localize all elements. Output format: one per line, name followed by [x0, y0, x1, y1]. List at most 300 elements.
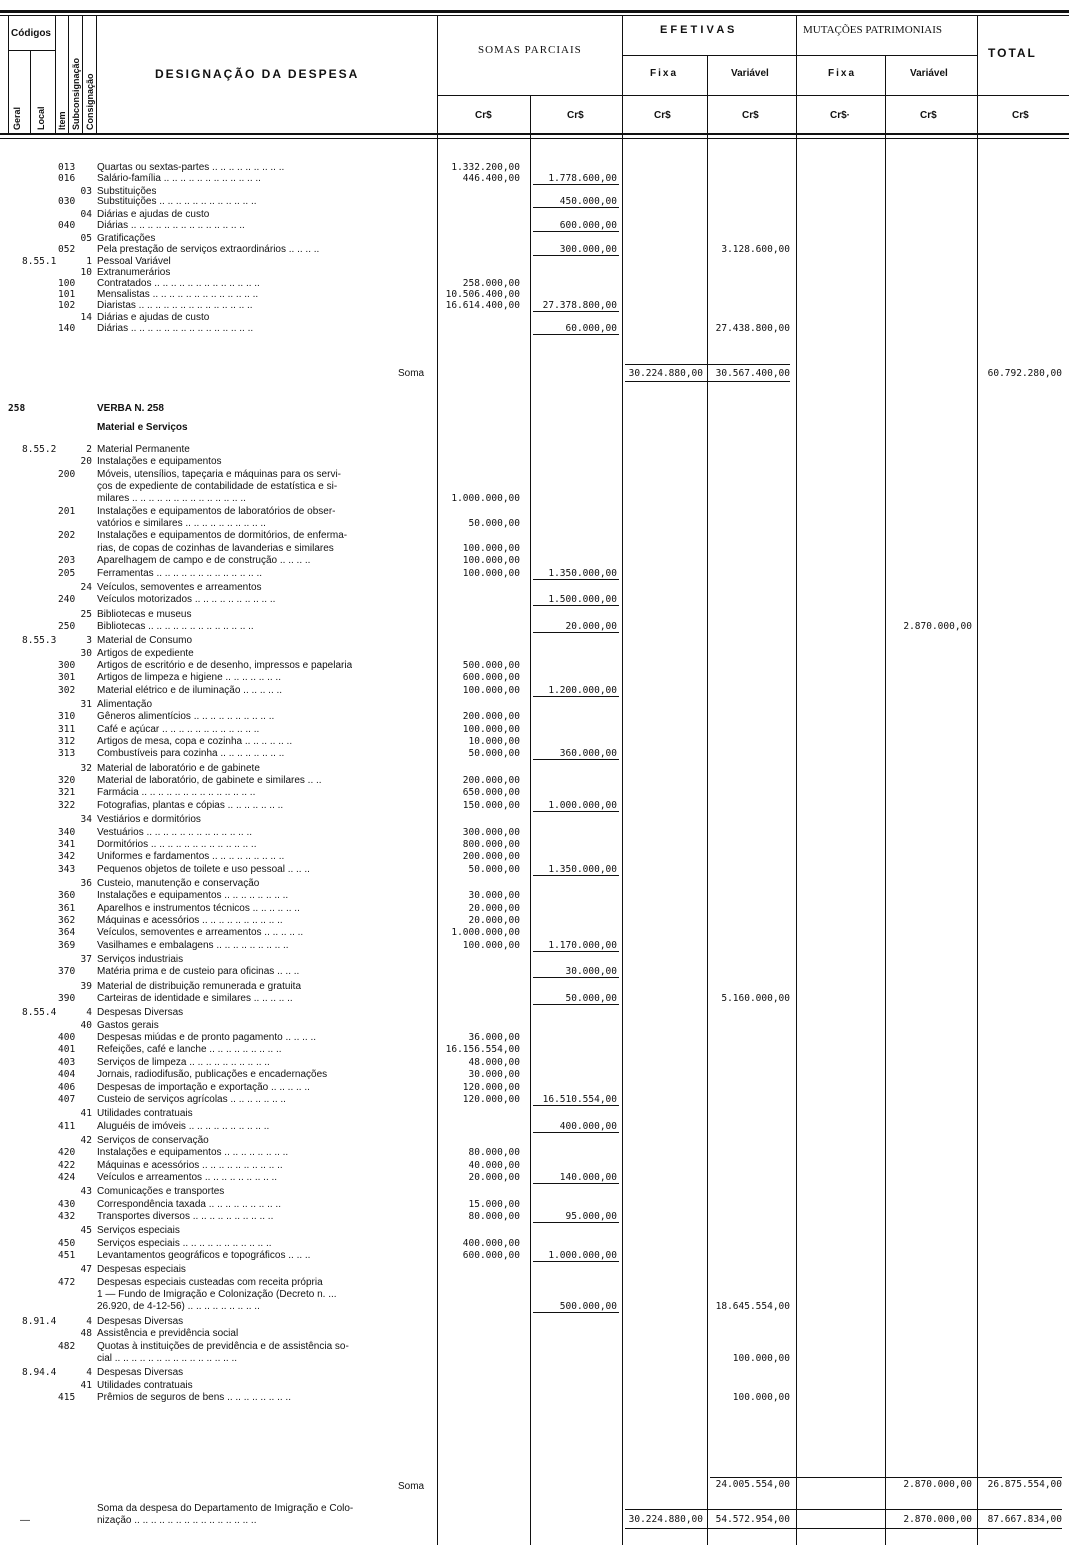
- row-description: Instalações e equipamentos .. .. .. .. .. .. .. ..: [97, 1147, 289, 1159]
- row-description: Material elétrico e de iluminação .. .. .. .. ..: [97, 684, 283, 696]
- row-code: 364: [58, 927, 76, 939]
- row-description: Despesas Diversas: [97, 1007, 184, 1019]
- soma2-mutacao-variavel: 2.870.000,00: [903, 1479, 972, 1490]
- final-dash: —: [20, 1515, 30, 1526]
- row-partial-2: 1.350.000,00: [548, 863, 617, 875]
- row-subcode: 4: [86, 1007, 92, 1019]
- row-description: Despesas especiais: [97, 1264, 186, 1276]
- row-description: Despesas miúdas e de pronto pagamento .. .. .. ..: [97, 1032, 317, 1044]
- row-description: Serviços de limpeza .. .. .. .. .. .. .. .. .. ..: [97, 1056, 270, 1068]
- row-partial-2: 16.510.554,00: [542, 1093, 617, 1105]
- row-code: 369: [58, 939, 76, 951]
- row-description: Fotografias, plantas e cópias .. .. .. .. .. .. ..: [97, 799, 284, 811]
- row-partial-1: 100.000,00: [462, 555, 520, 567]
- soma-rule-bottom: [625, 381, 790, 382]
- row-partial-1: 258.000,00: [462, 278, 520, 289]
- row-description: Comunicações e transportes: [97, 1186, 225, 1198]
- final-mutacao-variavel: 2.870.000,00: [903, 1514, 972, 1525]
- row-subcode: 4: [86, 1367, 92, 1379]
- row-description: Despesas de importação e exportação .. .. .. .. ..: [97, 1081, 310, 1093]
- row-code: 312: [58, 736, 76, 748]
- row-description: Instalações e equipamentos de laboratórios de obser-: [97, 505, 336, 517]
- row-partial-1: 100.000,00: [462, 939, 520, 951]
- row-description: Utilidades contratuais: [97, 1108, 193, 1120]
- row-code: 100: [58, 278, 76, 289]
- consignacao-header: Consignação: [85, 73, 95, 130]
- row-description: Material de laboratório, de gabinete e similares .. ..: [97, 775, 322, 787]
- currency-label: Cr$: [1012, 110, 1029, 121]
- row-subcode: 31: [80, 699, 92, 710]
- units-rule: [437, 95, 1069, 96]
- row-code: 101: [58, 288, 76, 300]
- col-sep: [530, 95, 531, 1545]
- row-description: Transportes diversos .. .. .. .. .. .. .. .. .. ..: [97, 1211, 274, 1222]
- row-partial-2: 400.000,00: [559, 1120, 617, 1132]
- row-partial-2: 500.000,00: [559, 1301, 617, 1313]
- row-description: Pela prestação de serviços extraordinários .. .. .. ..: [97, 243, 320, 255]
- row-code: 361: [58, 902, 76, 914]
- subtotal-rule: [533, 184, 619, 185]
- row-code: 013: [58, 162, 76, 173]
- row-partial-1: 1.000.000,00: [451, 927, 520, 939]
- subtotal-rule: [533, 1222, 619, 1223]
- row-subcode: 10: [80, 267, 92, 279]
- row-description: Artigos de escritório e de desenho, impressos e papelaria: [97, 659, 353, 671]
- row-partial-1: 200.000,00: [462, 775, 520, 787]
- final-rule: [625, 1509, 1062, 1510]
- col-sep: [8, 15, 9, 135]
- row-partial-1: 30.000,00: [468, 890, 520, 902]
- row-efetiva-variavel: 5.160.000,00: [721, 993, 790, 1005]
- row-partial-2: 60.000,00: [565, 323, 617, 335]
- subtotal-rule: [533, 579, 619, 580]
- row-description: Mensalistas .. .. .. .. .. .. .. .. .. .. .. .. ..: [97, 288, 259, 300]
- row-code: 310: [58, 711, 76, 723]
- row-code: 406: [58, 1081, 76, 1093]
- row-partial-1: 400.000,00: [462, 1237, 520, 1249]
- row-description: 1 — Fundo de Imigração e Colonização (Decreto n. ...: [97, 1289, 337, 1301]
- verba-code: 258: [8, 403, 26, 414]
- row-code: 400: [58, 1032, 76, 1044]
- subtotal-rule: [533, 696, 619, 697]
- row-partial-2: 30.000,00: [565, 966, 617, 978]
- row-partial-1: 650.000,00: [462, 787, 520, 799]
- row-code: 8.55.2: [22, 444, 57, 455]
- row-description: Café e açúcar .. .. .. .. .. .. .. .. .. .. .. ..: [97, 723, 260, 735]
- row-partial-1: 120.000,00: [462, 1093, 520, 1105]
- row-partial-1: 446.400,00: [462, 172, 520, 184]
- row-description: Material de Consumo: [97, 635, 193, 647]
- row-code: 240: [58, 594, 76, 606]
- row-description: Vestiários e dormitórios: [97, 814, 201, 826]
- row-code: 250: [58, 620, 76, 632]
- subtotal-rule: [533, 605, 619, 606]
- soma2-label: Soma: [398, 1481, 425, 1492]
- row-partial-2: 300.000,00: [559, 243, 617, 255]
- row-description: Pequenos objetos de toilete e uso pessoal .. .. ..: [97, 863, 310, 875]
- header-bottom-rule-2: [0, 138, 1069, 139]
- row-partial-1: 10.506.400,00: [445, 288, 520, 300]
- mutacoes-variavel-header: Variável: [910, 68, 948, 79]
- row-subcode: 32: [80, 762, 92, 774]
- row-partial-2: 600.000,00: [559, 220, 617, 231]
- row-mutacao-variavel: 2.870.000,00: [903, 620, 972, 632]
- row-subcode: 45: [80, 1225, 92, 1237]
- row-partial-1: 1.000.000,00: [451, 493, 520, 505]
- row-subcode: 03: [80, 185, 92, 197]
- currency-label: Cr$: [920, 110, 937, 121]
- row-description: Prêmios de seguros de bens .. .. .. .. .. .. .. ..: [97, 1391, 291, 1403]
- row-description: Jornais, radiodifusão, publicações e encadernações: [97, 1069, 328, 1081]
- row-description: Veículos, semoventes e arreamentos .. .. .. .. ..: [97, 927, 304, 939]
- row-code: 340: [58, 826, 76, 838]
- row-description: Bibliotecas e museus: [97, 608, 192, 620]
- soma-total: 60.792.280,00: [987, 368, 1062, 379]
- row-subcode: 25: [80, 608, 92, 620]
- efetivas-fixa-header: Fixa: [650, 68, 679, 79]
- row-partial-2: 1.200.000,00: [548, 684, 617, 696]
- row-description: Gêneros alimentícios .. .. .. .. .. .. .. .. .. ..: [97, 711, 275, 723]
- row-efetiva-variavel: 18.645.554,00: [715, 1301, 790, 1313]
- row-description: Serviços especiais .. .. .. .. .. .. .. .. .. .. ..: [97, 1237, 272, 1249]
- row-partial-1: 120.000,00: [462, 1081, 520, 1093]
- row-partial-1: 80.000,00: [468, 1147, 520, 1159]
- col-sep: [885, 55, 886, 1545]
- subtotal-rule: [533, 977, 619, 978]
- final-total: 87.667.834,00: [987, 1514, 1062, 1525]
- row-code: 450: [58, 1237, 76, 1249]
- row-code: 201: [58, 505, 76, 517]
- subtotal-rule: [533, 334, 619, 335]
- subtotal-rule: [533, 632, 619, 633]
- soma2-total: 26.875.554,00: [987, 1479, 1062, 1490]
- subconsignacao-header: Subconsignação: [71, 57, 81, 130]
- row-code: 411: [58, 1120, 76, 1132]
- row-code: 030: [58, 196, 76, 208]
- col-sep: [977, 15, 978, 1545]
- efetivas-rule: [622, 55, 977, 56]
- subtotal-rule: [533, 1183, 619, 1184]
- row-description: Diárias e ajudas de custo: [97, 312, 210, 324]
- row-description: Quotas à instituições de previdência e de assistência so-: [97, 1340, 349, 1352]
- row-description: Veículos, semoventes e arreamentos: [97, 581, 262, 593]
- row-partial-1: 100.000,00: [462, 684, 520, 696]
- col-sep: [68, 15, 69, 135]
- row-partial-1: 80.000,00: [468, 1211, 520, 1222]
- row-description: Material de distribuição remunerada e gratuita: [97, 980, 301, 992]
- row-description: Salário-família .. .. .. .. .. .. .. .. .. .. .. ..: [97, 172, 261, 184]
- row-partial-1: 600.000,00: [462, 1250, 520, 1262]
- row-partial-1: 100.000,00: [462, 723, 520, 735]
- row-description: Matéria prima e de custeio para oficinas .. .. ..: [97, 966, 300, 978]
- row-partial-1: 500.000,00: [462, 659, 520, 671]
- subtotal-rule: [533, 1312, 619, 1313]
- currency-label: Cr$: [654, 110, 671, 121]
- row-description: Correspondência taxada .. .. .. .. .. .. .. .. ..: [97, 1198, 281, 1210]
- row-subcode: 41: [80, 1379, 92, 1391]
- item-header: Item: [57, 111, 67, 130]
- row-code: 407: [58, 1093, 76, 1105]
- row-partial-1: 20.000,00: [468, 1171, 520, 1183]
- row-subcode: 43: [80, 1186, 92, 1198]
- row-description: Despesas Diversas: [97, 1367, 184, 1379]
- row-description: Contratados .. .. .. .. .. .. .. .. .. .. .. .. ..: [97, 278, 260, 289]
- row-subcode: 1: [86, 256, 92, 268]
- row-partial-2: 1.000.000,00: [548, 799, 617, 811]
- row-partial-2: 1.000.000,00: [548, 1250, 617, 1262]
- row-code: 8.55.1: [22, 256, 57, 268]
- row-description: Custeio, manutenção e conservação: [97, 877, 260, 889]
- subtotal-rule: [533, 875, 619, 876]
- row-description: Gratificações: [97, 232, 156, 244]
- row-partial-2: 1.500.000,00: [548, 594, 617, 606]
- row-code: 430: [58, 1198, 76, 1210]
- row-description: Farmácia .. .. .. .. .. .. .. .. .. .. .. .. .. ..: [97, 787, 256, 799]
- row-partial-1: 50.000,00: [468, 863, 520, 875]
- row-efetiva-variavel: 27.438.800,00: [715, 323, 790, 335]
- row-partial-1: 36.000,00: [468, 1032, 520, 1044]
- row-description: Vestuários .. .. .. .. .. .. .. .. .. .. .. .. ..: [97, 826, 253, 838]
- row-partial-1: 1.332.200,00: [451, 162, 520, 173]
- row-description: milares .. .. .. .. .. .. .. .. .. .. .. .. .. ..: [97, 493, 246, 505]
- row-description: Material Permanente: [97, 444, 190, 455]
- row-code: 311: [58, 723, 76, 735]
- row-subcode: 36: [80, 877, 92, 889]
- row-code: 360: [58, 890, 76, 902]
- row-partial-2: 360.000,00: [559, 748, 617, 760]
- row-description: Instalações e equipamentos .. .. .. .. .. .. .. ..: [97, 890, 289, 902]
- row-code: 302: [58, 684, 76, 696]
- row-partial-2: 50.000,00: [565, 993, 617, 1005]
- row-code: 313: [58, 748, 76, 760]
- row-subcode: 30: [80, 647, 92, 659]
- row-partial-1: 200.000,00: [462, 711, 520, 723]
- row-subcode: 34: [80, 814, 92, 826]
- final-rule-bottom: [625, 1528, 1062, 1529]
- row-description: Diárias e ajudas de custo: [97, 209, 210, 221]
- row-partial-2: 20.000,00: [565, 620, 617, 632]
- subtotal-rule: [533, 811, 619, 812]
- row-partial-2: 95.000,00: [565, 1211, 617, 1222]
- row-partial-1: 20.000,00: [468, 902, 520, 914]
- verba-subtitle: Material e Serviços: [97, 422, 188, 433]
- row-code: 102: [58, 299, 76, 311]
- row-subcode: 04: [80, 209, 92, 221]
- codigos-header: Códigos: [11, 28, 51, 39]
- subtotal-rule: [533, 1004, 619, 1005]
- row-subcode: 4: [86, 1315, 92, 1327]
- row-efetiva-variavel: 100.000,00: [732, 1391, 790, 1403]
- row-description: Diárias .. .. .. .. .. .. .. .. .. .. .. .. .. .. ..: [97, 323, 254, 335]
- row-code: 301: [58, 672, 76, 684]
- row-description: Serviços especiais: [97, 1225, 180, 1237]
- final-efetiva-fixa: 30.224.880,00: [628, 1514, 703, 1525]
- row-code: 472: [58, 1276, 76, 1288]
- row-partial-1: 40.000,00: [468, 1159, 520, 1171]
- row-description: Veículos motorizados .. .. .. .. .. .. .. .. .. ..: [97, 594, 276, 606]
- row-description: ços de expediente de contabilidade de estatística e si-: [97, 481, 338, 493]
- row-description: Despesas especiais custeadas com receita própria: [97, 1276, 323, 1288]
- subtotal-rule: [533, 1132, 619, 1133]
- efetivas-variavel-header: Variável: [731, 68, 769, 79]
- row-description: Vasilhames e embalagens .. .. .. .. .. .. .. .. ..: [97, 939, 289, 951]
- row-code: 205: [58, 567, 76, 579]
- row-partial-1: 150.000,00: [462, 799, 520, 811]
- row-code: 8.55.4: [22, 1007, 57, 1019]
- row-description: Artigos de limpeza e higiene .. .. .. .. .. .. ..: [97, 672, 281, 684]
- row-subcode: 3: [86, 635, 92, 647]
- soma2-rule: [710, 1477, 1062, 1478]
- currency-label: Cr$: [475, 110, 492, 121]
- codigos-rule: [8, 50, 55, 51]
- row-code: 342: [58, 851, 76, 863]
- subtotal-rule: [533, 311, 619, 312]
- row-description: Serviços industriais: [97, 954, 184, 965]
- verba-title: VERBA N. 258: [97, 403, 164, 414]
- row-code: 362: [58, 914, 76, 926]
- row-partial-1: 50.000,00: [468, 748, 520, 760]
- row-partial-1: 100.000,00: [462, 542, 520, 554]
- col-sep: [796, 15, 797, 1545]
- row-description: rias, de copas de cozinhas de lavanderias e similares: [97, 542, 334, 554]
- row-code: 321: [58, 787, 76, 799]
- row-description: Artigos de mesa, copa e cozinha .. .. .. .. .. ..: [97, 736, 293, 748]
- row-code: 390: [58, 993, 76, 1005]
- row-partial-1: 10.000,00: [468, 736, 520, 748]
- row-code: 300: [58, 659, 76, 671]
- row-subcode: 42: [80, 1134, 92, 1146]
- row-partial-1: 100.000,00: [462, 567, 520, 579]
- row-description: Móveis, utensílios, tapeçaria e máquinas para os servi-: [97, 468, 342, 480]
- row-subcode: 48: [80, 1328, 92, 1340]
- row-description: 26.920, de 4-12-56) .. .. .. .. .. .. .. .. ..: [97, 1301, 260, 1313]
- row-partial-2: 140.000,00: [559, 1171, 617, 1183]
- soma-rule: [625, 364, 790, 365]
- subtotal-rule: [533, 1105, 619, 1106]
- row-efetiva-variavel: 3.128.600,00: [721, 243, 790, 255]
- row-code: 401: [58, 1044, 76, 1056]
- currency-label: Cr$: [567, 110, 584, 121]
- row-efetiva-variavel: 100.000,00: [732, 1352, 790, 1364]
- row-description: Levantamentos geográficos e topográficos .. .. ..: [97, 1250, 311, 1262]
- row-code: 322: [58, 799, 76, 811]
- mutacoes-fixa-header: Fixa: [828, 68, 857, 79]
- row-description: Ferramentas .. .. .. .. .. .. .. .. .. .. .. .. ..: [97, 567, 263, 579]
- row-code: 200: [58, 468, 76, 480]
- row-description: Despesas Diversas: [97, 1315, 184, 1327]
- row-partial-1: 50.000,00: [468, 518, 520, 530]
- designacao-header: DESIGNAÇÃO DA DESPESA: [155, 67, 360, 81]
- row-subcode: 47: [80, 1264, 92, 1276]
- row-partial-2: 27.378.800,00: [542, 299, 617, 311]
- subtotal-rule: [533, 1261, 619, 1262]
- mutacoes-header: MUTAÇÕES PATRIMONIAIS: [803, 24, 942, 36]
- row-description: Máquinas e acessórios .. .. .. .. .. .. .. .. .. ..: [97, 914, 283, 926]
- row-partial-1: 16.156.554,00: [445, 1044, 520, 1056]
- soma2-efetiva-variavel: 24.005.554,00: [715, 1479, 790, 1490]
- row-description: Aparelhagem de campo e de construção .. .. .. ..: [97, 555, 311, 567]
- row-code: 8.94.4: [22, 1367, 57, 1379]
- row-description: Substituições .. .. .. .. .. .. .. .. .. .. .. ..: [97, 196, 257, 208]
- row-code: 040: [58, 220, 76, 231]
- row-code: 016: [58, 172, 76, 184]
- row-description: Substituições: [97, 185, 157, 197]
- row-partial-1: 30.000,00: [468, 1069, 520, 1081]
- row-description: Refeições, café e lanche .. .. .. .. .. .. .. .. ..: [97, 1044, 282, 1056]
- geral-header: Geral: [12, 106, 22, 130]
- row-code: 8.91.4: [22, 1315, 57, 1327]
- row-description: Combustíveis para cozinha .. .. .. .. .. .. .. ..: [97, 748, 285, 760]
- row-code: 422: [58, 1159, 76, 1171]
- row-description: Aparelhos e instrumentos técnicos .. .. .. .. .. ..: [97, 902, 300, 914]
- row-partial-1: 48.000,00: [468, 1056, 520, 1068]
- row-partial-2: 1.778.600,00: [548, 172, 617, 184]
- row-description: Artigos de expediente: [97, 647, 194, 659]
- subtotal-rule: [533, 207, 619, 208]
- row-subcode: 37: [80, 954, 92, 965]
- efetivas-header: E F E T I V A S: [660, 24, 735, 36]
- header-bottom-rule: [0, 133, 1069, 135]
- row-subcode: 39: [80, 980, 92, 992]
- row-description: Extranumerários: [97, 267, 171, 279]
- row-code: 403: [58, 1056, 76, 1068]
- row-description: Alimentação: [97, 699, 153, 710]
- row-subcode: 2: [86, 444, 92, 455]
- row-partial-2: 1.170.000,00: [548, 939, 617, 951]
- row-description: Instalações e equipamentos: [97, 456, 222, 468]
- row-code: 420: [58, 1147, 76, 1159]
- col-sep: [707, 55, 708, 1545]
- row-description: Dormitórios .. .. .. .. .. .. .. .. .. .. .. .. ..: [97, 838, 257, 850]
- row-description: cial .. .. .. .. .. .. .. .. .. .. .. .. .. .. ..: [97, 1352, 238, 1364]
- final-efetiva-variavel: 54.572.954,00: [715, 1514, 790, 1525]
- top-rule-1: [0, 10, 1069, 13]
- row-description: Máquinas e acessórios .. .. .. .. .. .. .. .. .. ..: [97, 1159, 283, 1171]
- final-label-2: nização .. .. .. .. .. .. .. .. .. .. .. .. .. .. ..: [97, 1515, 257, 1526]
- row-description: Pessoal Variável: [97, 256, 171, 268]
- row-code: 140: [58, 323, 76, 335]
- row-description: Bibliotecas .. .. .. .. .. .. .. .. .. .. .. .. ..: [97, 620, 254, 632]
- row-partial-2: 450.000,00: [559, 196, 617, 208]
- row-partial-1: 15.000,00: [468, 1198, 520, 1210]
- row-description: vatórios e similares .. .. .. .. .. .. .. .. .. ..: [97, 518, 266, 530]
- col-sep: [96, 15, 97, 135]
- row-description: Carteiras de identidade e similares .. .. .. .. ..: [97, 993, 293, 1005]
- row-partial-1: 16.614.400,00: [445, 299, 520, 311]
- row-partial-1: 20.000,00: [468, 914, 520, 926]
- row-partial-1: 800.000,00: [462, 838, 520, 850]
- row-description: Assistência e previdência social: [97, 1328, 239, 1340]
- row-description: Utilidades contratuais: [97, 1379, 193, 1391]
- somas-parciais-header: SOMAS PARCIAIS: [478, 44, 582, 56]
- row-code: 203: [58, 555, 76, 567]
- row-code: 202: [58, 530, 76, 542]
- row-code: 370: [58, 966, 76, 978]
- currency-label: Cr$·: [830, 110, 851, 121]
- row-description: Serviços de conservação: [97, 1134, 209, 1146]
- row-code: 052: [58, 243, 76, 255]
- currency-label: Cr$: [742, 110, 759, 121]
- top-rule-2: [0, 15, 1069, 16]
- row-code: 404: [58, 1069, 76, 1081]
- row-description: Diárias .. .. .. .. .. .. .. .. .. .. .. .. .. ..: [97, 220, 245, 231]
- row-description: Custeio de serviços agrícolas .. .. .. .. .. .. ..: [97, 1093, 286, 1105]
- row-code: 424: [58, 1171, 76, 1183]
- row-code: 482: [58, 1340, 76, 1352]
- col-sep: [55, 15, 56, 135]
- row-code: 451: [58, 1250, 76, 1262]
- row-subcode: 40: [80, 1019, 92, 1031]
